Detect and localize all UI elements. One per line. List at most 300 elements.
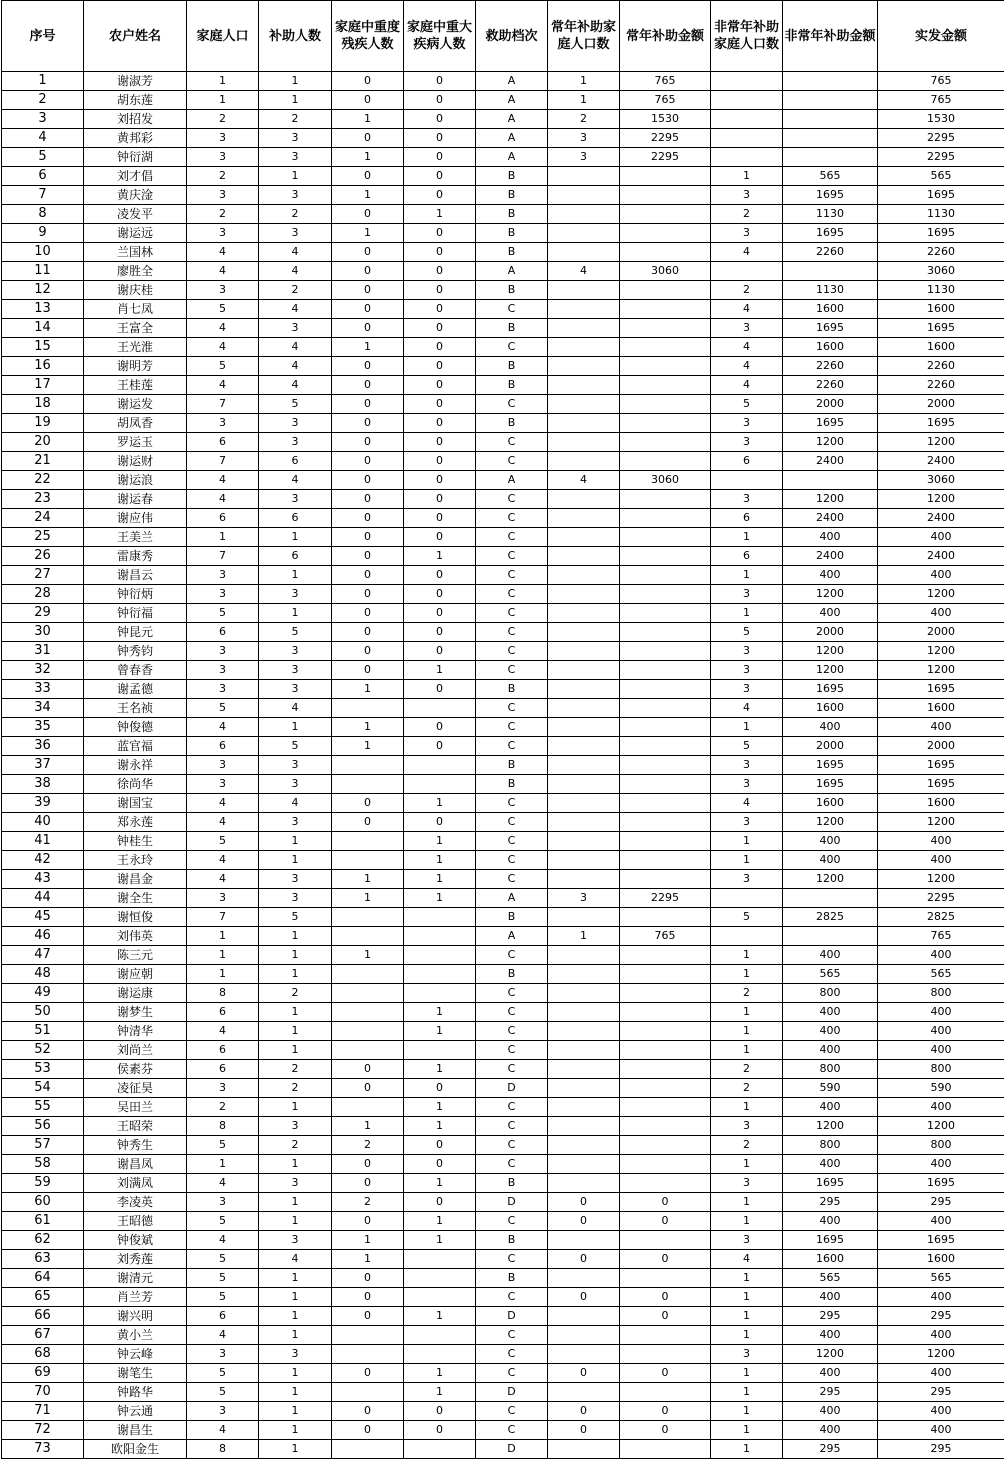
table-row (2, 832, 1004, 851)
cell-regular-persons: 1 (548, 91, 620, 110)
cell-illness-count: 1 (404, 794, 476, 813)
cell-relief-level: D (476, 1079, 548, 1098)
cell-household-size: 5 (187, 1212, 259, 1231)
cell-irregular-persons: 1 (711, 1022, 783, 1041)
cell-household-size: 4 (187, 490, 259, 509)
cell-disabled-count: 0 (332, 205, 404, 224)
cell-irregular-persons: 1 (711, 1364, 783, 1383)
cell-name: 谢运发 (84, 395, 187, 414)
cell-regular-amount (620, 1174, 711, 1193)
cell-name: 钟云峰 (84, 1345, 187, 1364)
cell-household-size: 5 (187, 1269, 259, 1288)
cell-household-size: 1 (187, 946, 259, 965)
cell-regular-amount (620, 699, 711, 718)
cell-illness-count: 1 (404, 547, 476, 566)
cell-subsidized-count: 1 (259, 965, 332, 984)
cell-disabled-count: 0 (332, 452, 404, 471)
cell-regular-amount (620, 300, 711, 319)
cell-paid-amount: 1200 (878, 642, 1004, 661)
cell-regular-persons (548, 1060, 620, 1079)
cell-irregular-persons: 1 (711, 1155, 783, 1174)
cell-regular-persons (548, 699, 620, 718)
cell-relief-level: C (476, 1022, 548, 1041)
cell-regular-amount (620, 528, 711, 547)
cell-name: 谢梦生 (84, 1003, 187, 1022)
cell-illness-count (404, 908, 476, 927)
cell-paid-amount: 400 (878, 1288, 1004, 1307)
cell-name: 李凌英 (84, 1193, 187, 1212)
cell-name: 谢运浪 (84, 471, 187, 490)
cell-relief-level: B (476, 319, 548, 338)
cell-subsidized-count: 5 (259, 908, 332, 927)
cell-paid-amount: 400 (878, 604, 1004, 623)
cell-subsidized-count: 1 (259, 1383, 332, 1402)
cell-paid-amount: 295 (878, 1307, 1004, 1326)
cell-regular-amount (620, 946, 711, 965)
header-irregular-amount: 非常年补助金额 (783, 1, 878, 72)
cell-irregular-persons: 6 (711, 547, 783, 566)
cell-irregular-amount: 800 (783, 1136, 878, 1155)
cell-relief-level: B (476, 281, 548, 300)
cell-disabled-count: 0 (332, 585, 404, 604)
cell-illness-count: 0 (404, 1193, 476, 1212)
cell-irregular-persons: 2 (711, 281, 783, 300)
table-row (2, 1193, 1004, 1212)
table-row (2, 547, 1004, 566)
cell-name: 钟俊德 (84, 718, 187, 737)
cell-illness-count: 0 (404, 680, 476, 699)
table-row (2, 775, 1004, 794)
cell-irregular-persons: 4 (711, 300, 783, 319)
cell-irregular-persons: 1 (711, 1041, 783, 1060)
table-row (2, 1136, 1004, 1155)
cell-irregular-amount: 400 (783, 1402, 878, 1421)
cell-irregular-amount: 1200 (783, 1117, 878, 1136)
cell-regular-amount (620, 642, 711, 661)
cell-relief-level: A (476, 262, 548, 281)
cell-relief-level: C (476, 604, 548, 623)
cell-irregular-persons: 5 (711, 908, 783, 927)
cell-household-size: 4 (187, 813, 259, 832)
cell-index: 37 (2, 756, 84, 775)
cell-irregular-amount: 1695 (783, 186, 878, 205)
cell-index: 3 (2, 110, 84, 129)
cell-relief-level: C (476, 566, 548, 585)
cell-regular-amount (620, 661, 711, 680)
cell-subsidized-count: 3 (259, 680, 332, 699)
cell-relief-level: C (476, 870, 548, 889)
header-irregular-persons: 非常年补助家庭人口数 (711, 1, 783, 72)
cell-household-size: 5 (187, 1364, 259, 1383)
table-row (2, 1022, 1004, 1041)
cell-subsidized-count: 6 (259, 547, 332, 566)
cell-index: 54 (2, 1079, 84, 1098)
cell-subsidized-count: 5 (259, 623, 332, 642)
cell-regular-persons (548, 490, 620, 509)
cell-irregular-amount: 1200 (783, 585, 878, 604)
cell-illness-count: 0 (404, 471, 476, 490)
cell-subsidized-count: 3 (259, 414, 332, 433)
cell-name: 谢淑芳 (84, 72, 187, 91)
cell-regular-amount (620, 205, 711, 224)
cell-regular-amount (620, 1383, 711, 1402)
cell-irregular-persons (711, 91, 783, 110)
cell-regular-persons (548, 509, 620, 528)
cell-irregular-amount: 400 (783, 1155, 878, 1174)
cell-irregular-amount (783, 471, 878, 490)
cell-illness-count: 0 (404, 319, 476, 338)
cell-illness-count: 0 (404, 395, 476, 414)
cell-disabled-count (332, 1440, 404, 1459)
cell-paid-amount: 1695 (878, 186, 1004, 205)
cell-irregular-amount: 2000 (783, 395, 878, 414)
cell-name: 黄邦彩 (84, 129, 187, 148)
cell-household-size: 5 (187, 300, 259, 319)
cell-name: 谢庆桂 (84, 281, 187, 300)
cell-irregular-amount (783, 889, 878, 908)
cell-relief-level: C (476, 1364, 548, 1383)
cell-illness-count: 0 (404, 490, 476, 509)
cell-irregular-amount: 1130 (783, 205, 878, 224)
cell-relief-level: A (476, 471, 548, 490)
cell-relief-level: C (476, 547, 548, 566)
cell-subsidized-count: 3 (259, 490, 332, 509)
table-row (2, 718, 1004, 737)
table-row (2, 794, 1004, 813)
cell-irregular-persons: 1 (711, 1383, 783, 1402)
cell-subsidized-count: 1 (259, 91, 332, 110)
cell-index: 53 (2, 1060, 84, 1079)
cell-irregular-amount: 2400 (783, 452, 878, 471)
cell-name: 凌征昊 (84, 1079, 187, 1098)
cell-name: 谢运远 (84, 224, 187, 243)
cell-index: 15 (2, 338, 84, 357)
cell-illness-count: 0 (404, 110, 476, 129)
cell-regular-persons (548, 300, 620, 319)
cell-regular-amount (620, 490, 711, 509)
table-row (2, 1288, 1004, 1307)
cell-regular-persons (548, 547, 620, 566)
cell-illness-count (404, 1288, 476, 1307)
cell-regular-amount: 2295 (620, 889, 711, 908)
cell-irregular-amount: 295 (783, 1193, 878, 1212)
cell-illness-count: 1 (404, 1003, 476, 1022)
cell-household-size: 4 (187, 262, 259, 281)
cell-irregular-amount: 1200 (783, 661, 878, 680)
cell-name: 谢昌凤 (84, 1155, 187, 1174)
cell-regular-amount (620, 1022, 711, 1041)
cell-name: 徐尚华 (84, 775, 187, 794)
cell-irregular-amount (783, 262, 878, 281)
cell-regular-persons (548, 319, 620, 338)
cell-relief-level: C (476, 1345, 548, 1364)
cell-irregular-amount: 565 (783, 167, 878, 186)
cell-relief-level: B (476, 205, 548, 224)
cell-subsidized-count: 3 (259, 889, 332, 908)
cell-paid-amount: 295 (878, 1440, 1004, 1459)
cell-regular-amount (620, 756, 711, 775)
cell-regular-persons (548, 433, 620, 452)
cell-irregular-persons: 4 (711, 338, 783, 357)
cell-irregular-persons: 1 (711, 1421, 783, 1440)
cell-irregular-persons: 5 (711, 623, 783, 642)
cell-irregular-persons: 2 (711, 984, 783, 1003)
cell-regular-persons (548, 1326, 620, 1345)
cell-paid-amount: 400 (878, 1022, 1004, 1041)
cell-disabled-count: 0 (332, 1269, 404, 1288)
table-row (2, 623, 1004, 642)
cell-index: 55 (2, 1098, 84, 1117)
cell-household-size: 2 (187, 1098, 259, 1117)
cell-paid-amount: 295 (878, 1383, 1004, 1402)
cell-disabled-count: 0 (332, 243, 404, 262)
cell-subsidized-count: 4 (259, 699, 332, 718)
cell-subsidized-count: 2 (259, 984, 332, 1003)
cell-irregular-persons: 6 (711, 452, 783, 471)
cell-name: 谢国宝 (84, 794, 187, 813)
cell-index: 27 (2, 566, 84, 585)
cell-name: 谢清元 (84, 1269, 187, 1288)
cell-household-size: 5 (187, 1288, 259, 1307)
cell-regular-persons (548, 224, 620, 243)
cell-disabled-count: 0 (332, 281, 404, 300)
table-row (2, 1307, 1004, 1326)
cell-relief-level: C (476, 794, 548, 813)
cell-relief-level: A (476, 927, 548, 946)
cell-subsidized-count: 4 (259, 357, 332, 376)
cell-regular-persons (548, 680, 620, 699)
cell-name: 谢运康 (84, 984, 187, 1003)
cell-illness-count: 0 (404, 167, 476, 186)
cell-relief-level: C (476, 1003, 548, 1022)
cell-paid-amount: 1695 (878, 414, 1004, 433)
cell-disabled-count: 0 (332, 414, 404, 433)
table-row (2, 72, 1004, 91)
cell-household-size: 3 (187, 186, 259, 205)
cell-household-size: 4 (187, 338, 259, 357)
cell-index: 31 (2, 642, 84, 661)
cell-relief-level: C (476, 1288, 548, 1307)
cell-irregular-persons: 6 (711, 509, 783, 528)
cell-irregular-amount (783, 91, 878, 110)
cell-disabled-count (332, 1041, 404, 1060)
cell-paid-amount: 2295 (878, 129, 1004, 148)
cell-irregular-amount: 400 (783, 1022, 878, 1041)
cell-index: 58 (2, 1155, 84, 1174)
table-row (2, 1060, 1004, 1079)
cell-relief-level: C (476, 984, 548, 1003)
cell-paid-amount: 2400 (878, 547, 1004, 566)
cell-relief-level: C (476, 1136, 548, 1155)
cell-paid-amount: 2400 (878, 509, 1004, 528)
cell-name: 谢应朝 (84, 965, 187, 984)
cell-subsidized-count: 4 (259, 794, 332, 813)
cell-household-size: 5 (187, 1250, 259, 1269)
cell-disabled-count: 1 (332, 889, 404, 908)
table-row (2, 585, 1004, 604)
cell-regular-persons: 4 (548, 471, 620, 490)
cell-irregular-persons: 1 (711, 604, 783, 623)
cell-subsidized-count: 1 (259, 1326, 332, 1345)
cell-irregular-persons (711, 889, 783, 908)
cell-name: 钟衍炳 (84, 585, 187, 604)
cell-regular-persons (548, 1117, 620, 1136)
cell-disabled-count: 0 (332, 433, 404, 452)
cell-index: 14 (2, 319, 84, 338)
cell-regular-amount (620, 1155, 711, 1174)
cell-subsidized-count: 1 (259, 927, 332, 946)
cell-household-size: 7 (187, 908, 259, 927)
cell-regular-persons (548, 642, 620, 661)
cell-paid-amount: 400 (878, 832, 1004, 851)
cell-irregular-amount: 800 (783, 984, 878, 1003)
cell-irregular-persons: 3 (711, 680, 783, 699)
cell-disabled-count: 0 (332, 623, 404, 642)
cell-disabled-count: 0 (332, 319, 404, 338)
cell-regular-persons (548, 452, 620, 471)
header-regular-amount: 常年补助金额 (620, 1, 711, 72)
cell-illness-count (404, 775, 476, 794)
cell-irregular-persons: 3 (711, 224, 783, 243)
cell-paid-amount: 2000 (878, 395, 1004, 414)
cell-index: 41 (2, 832, 84, 851)
cell-paid-amount: 800 (878, 1136, 1004, 1155)
cell-index: 64 (2, 1269, 84, 1288)
cell-name: 王昭荣 (84, 1117, 187, 1136)
table-row (2, 604, 1004, 623)
cell-illness-count: 0 (404, 357, 476, 376)
cell-regular-persons (548, 1269, 620, 1288)
cell-paid-amount: 400 (878, 1098, 1004, 1117)
cell-relief-level: C (476, 1402, 548, 1421)
cell-regular-amount (620, 775, 711, 794)
cell-regular-amount (620, 1326, 711, 1345)
cell-subsidized-count: 3 (259, 661, 332, 680)
cell-subsidized-count: 3 (259, 433, 332, 452)
header-regular-persons: 常年补助家庭人口数 (548, 1, 620, 72)
cell-subsidized-count: 1 (259, 1193, 332, 1212)
cell-irregular-persons: 1 (711, 832, 783, 851)
cell-relief-level: C (476, 1155, 548, 1174)
cell-subsidized-count: 3 (259, 319, 332, 338)
cell-index: 17 (2, 376, 84, 395)
cell-name: 谢应伟 (84, 509, 187, 528)
cell-disabled-count: 0 (332, 262, 404, 281)
cell-household-size: 4 (187, 1174, 259, 1193)
cell-index: 2 (2, 91, 84, 110)
cell-regular-amount (620, 851, 711, 870)
cell-household-size: 2 (187, 205, 259, 224)
cell-regular-amount: 765 (620, 91, 711, 110)
cell-irregular-amount: 1200 (783, 642, 878, 661)
cell-disabled-count: 0 (332, 1212, 404, 1231)
cell-regular-persons (548, 1022, 620, 1041)
cell-regular-amount (620, 1079, 711, 1098)
cell-regular-amount (620, 395, 711, 414)
cell-relief-level: C (476, 1060, 548, 1079)
cell-irregular-amount: 1600 (783, 699, 878, 718)
cell-irregular-persons: 4 (711, 243, 783, 262)
cell-index: 9 (2, 224, 84, 243)
cell-household-size: 3 (187, 585, 259, 604)
cell-illness-count (404, 1041, 476, 1060)
cell-name: 曾春香 (84, 661, 187, 680)
cell-household-size: 5 (187, 699, 259, 718)
cell-name: 刘招发 (84, 110, 187, 129)
cell-illness-count (404, 965, 476, 984)
table-row (2, 376, 1004, 395)
cell-paid-amount: 1200 (878, 813, 1004, 832)
cell-subsidized-count: 2 (259, 110, 332, 129)
cell-index: 46 (2, 927, 84, 946)
cell-relief-level: B (476, 775, 548, 794)
table-row (2, 1421, 1004, 1440)
cell-regular-persons: 0 (548, 1250, 620, 1269)
cell-irregular-amount: 400 (783, 718, 878, 737)
cell-irregular-amount: 400 (783, 1041, 878, 1060)
cell-illness-count: 0 (404, 604, 476, 623)
cell-paid-amount: 765 (878, 91, 1004, 110)
table-row (2, 813, 1004, 832)
table-row (2, 756, 1004, 775)
cell-subsidized-count: 1 (259, 946, 332, 965)
cell-name: 谢笔生 (84, 1364, 187, 1383)
cell-irregular-amount: 400 (783, 832, 878, 851)
cell-paid-amount: 400 (878, 946, 1004, 965)
cell-regular-amount: 0 (620, 1212, 711, 1231)
cell-household-size: 5 (187, 1136, 259, 1155)
cell-regular-amount (620, 718, 711, 737)
cell-paid-amount: 400 (878, 851, 1004, 870)
cell-subsidized-count: 4 (259, 471, 332, 490)
cell-index: 29 (2, 604, 84, 623)
table-row (2, 737, 1004, 756)
cell-subsidized-count: 1 (259, 1421, 332, 1440)
cell-irregular-amount: 400 (783, 1421, 878, 1440)
cell-irregular-amount: 1200 (783, 490, 878, 509)
cell-household-size: 5 (187, 604, 259, 623)
cell-irregular-amount: 2000 (783, 737, 878, 756)
cell-household-size: 3 (187, 889, 259, 908)
table-row (2, 262, 1004, 281)
table-row (2, 528, 1004, 547)
cell-subsidized-count: 4 (259, 300, 332, 319)
table-row (2, 946, 1004, 965)
cell-name: 谢昌生 (84, 1421, 187, 1440)
cell-irregular-persons (711, 129, 783, 148)
cell-name: 兰国林 (84, 243, 187, 262)
cell-regular-amount (620, 1136, 711, 1155)
cell-name: 钟桂生 (84, 832, 187, 851)
cell-subsidized-count: 3 (259, 775, 332, 794)
cell-index: 1 (2, 72, 84, 91)
cell-paid-amount: 2400 (878, 452, 1004, 471)
cell-index: 21 (2, 452, 84, 471)
cell-illness-count (404, 1250, 476, 1269)
cell-regular-amount (620, 167, 711, 186)
cell-paid-amount: 1600 (878, 338, 1004, 357)
cell-illness-count: 0 (404, 433, 476, 452)
cell-name: 谢兴明 (84, 1307, 187, 1326)
cell-illness-count: 0 (404, 509, 476, 528)
cell-subsidized-count: 1 (259, 1212, 332, 1231)
cell-irregular-persons: 3 (711, 813, 783, 832)
cell-disabled-count (332, 832, 404, 851)
cell-index: 68 (2, 1345, 84, 1364)
table-row (2, 281, 1004, 300)
cell-relief-level: C (476, 1250, 548, 1269)
cell-irregular-amount: 1695 (783, 414, 878, 433)
